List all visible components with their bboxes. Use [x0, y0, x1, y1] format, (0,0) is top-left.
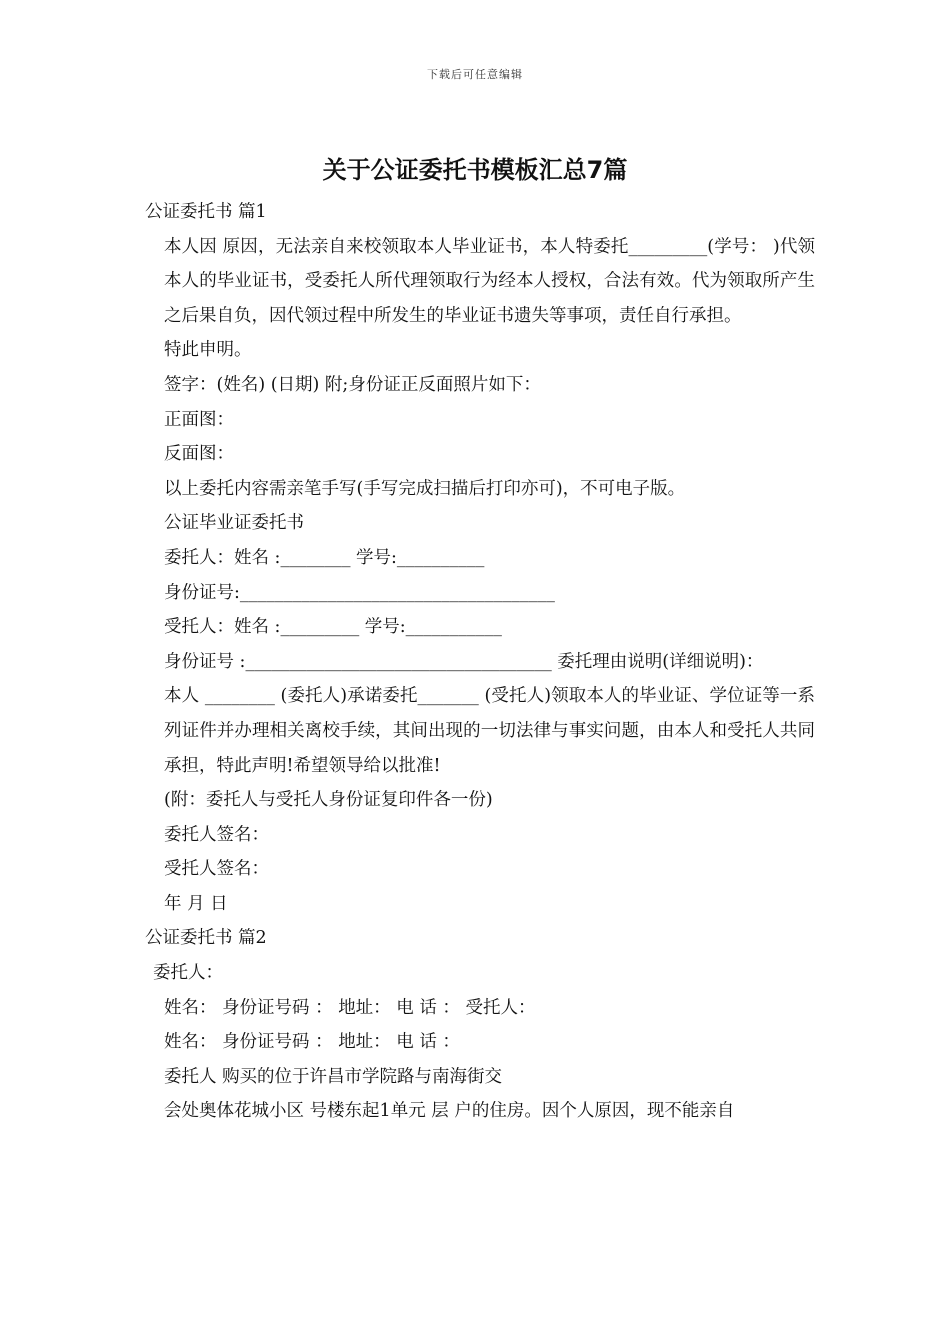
- paragraph-declaration: 特此申明。: [164, 340, 252, 361]
- field-date: 年 月 日: [164, 893, 228, 914]
- paragraph-front-image: 正面图：: [164, 409, 234, 430]
- paragraph-commitment: 本人 ________ (委托人)承诺委托_______ (受托人)领取本人的毕业证、学位证等一系列证件并办理相关离校手续，其间出现的一切法律与事实问题，由本人和受托人共同承担，特此声明!希望领导给以批准!: [164, 686, 815, 776]
- label-principal: 委托人：: [153, 963, 223, 984]
- section-heading-1: 公证委托书 篇1: [145, 202, 267, 222]
- field-agent-signature: 受托人签名：: [164, 859, 269, 880]
- document-title: 关于公证委托书模板汇总7篇: [322, 156, 628, 184]
- field-principal-name: 委托人：姓名 :________ 学号:__________: [164, 547, 485, 568]
- download-note: 下载后可任意编辑: [427, 68, 523, 81]
- paragraph-back-image: 反面图：: [164, 444, 234, 465]
- field-agent-name: 受托人：姓名 :_________ 学号:___________: [164, 617, 502, 638]
- field-principal-id: 身份证号:____________________________________: [164, 582, 555, 603]
- field-agent-id-and-reason: 身份证号 :___________________________________ 委托理由说明(详细说明)：: [164, 651, 764, 672]
- paragraph-signature: 签字：(姓名) (日期) 附;身份证正反面照片如下：: [164, 374, 541, 395]
- paragraph-entrust-reason: 本人因 原因，无法亲自来校领取本人毕业证书，本人特委托_________(学号： )代领本人的毕业证书，受委托人所代理领取行为经本人授权，合法有效。代为领取所产生之后果自负，因代领过程中所发生的毕业证书遗失等事项，责任自行承担。: [164, 236, 815, 326]
- field-principal-signature: 委托人签名：: [164, 824, 269, 845]
- paragraph-property-2: 会处奥体花城小区 号楼东起1单元 层 户的住房。因个人原因，现不能亲自: [164, 1101, 735, 1122]
- paragraph-property-1: 委托人 购买的位于许昌市学院路与南海街交: [164, 1066, 503, 1087]
- paragraph-handwritten-note: 以上委托内容需亲笔手写(手写完成扫描后打印亦可)，不可电子版。: [164, 478, 686, 499]
- fields-agent-info: 姓名： 身份证号码 ： 地址： 电 话 ：: [164, 1032, 460, 1053]
- section-heading-2: 公证委托书 篇2: [145, 928, 267, 949]
- document-body: [145, 195, 815, 1129]
- subheading-graduation-certificate: 公证毕业证委托书: [164, 513, 304, 534]
- paragraph-attachment-note: (附：委托人与受托人身份证复印件各一份): [164, 790, 493, 811]
- fields-principal-info: 姓名： 身份证号码 ： 地址： 电 话 ： 受托人：: [164, 997, 536, 1018]
